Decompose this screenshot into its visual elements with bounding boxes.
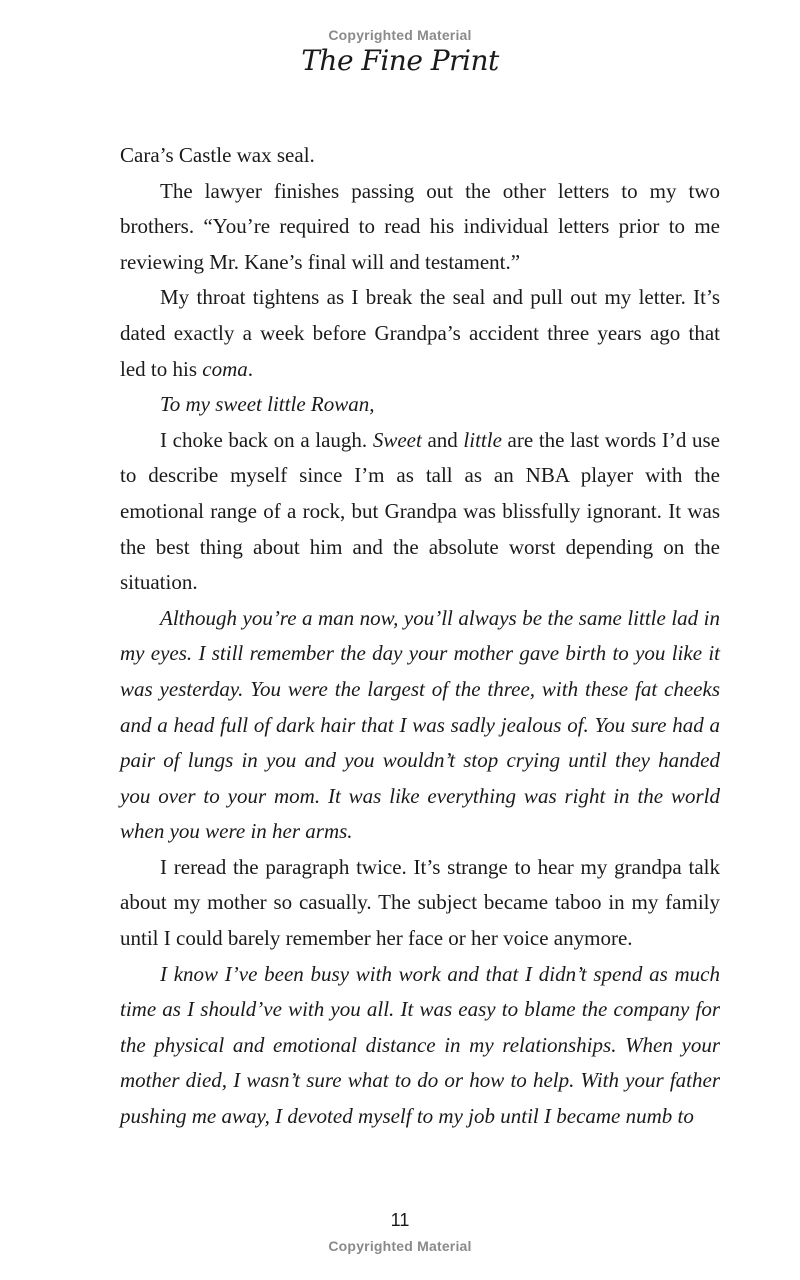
page-number: 11	[390, 1210, 410, 1230]
letter-paragraph-2: I know I’ve been busy with work and that I didn’t spend as much time as I should’ve with you all. It was easy to blame the company for the physical and emotional distance in my relationships. When your mother died, I wasn’t sure what to do or how to help. With your father pushing me away, I devoted myself to my job until I became numb to	[120, 961, 720, 1129]
body-text	[120, 138, 720, 1135]
paragraph-5-emphasis-little: little	[463, 427, 502, 452]
letter-salutation: To my sweet little Rowan,	[160, 392, 375, 417]
paragraph-1: Cara’s Castle wax seal.	[120, 143, 315, 167]
paragraph-2: The lawyer finishes passing out the other letters to my two brothers. “You’re required to read his individual letters prior to me reviewing Mr. Kane’s final will and testament.”	[120, 178, 720, 274]
paragraph-5-emphasis-sweet: Sweet	[372, 427, 422, 452]
paragraph-3-text: My throat tightens as I break the seal and pull out my letter. It’s dated exactly a week before Grandpa’s accident three years ago that led to his	[120, 285, 720, 381]
paragraph-5	[120, 423, 720, 601]
copyright-watermark-top: Copyrighted Material	[328, 27, 472, 43]
running-head-title: The Fine Print	[301, 44, 499, 77]
letter-paragraph-1: Although you’re a man now, you’ll always be the same little lad in my eyes. I still remember the day your mother gave birth to you like it was yesterday. You were the largest of the three, with these fat cheeks and a head full of dark hair that I was sadly jealous of. You sure had a pair of lungs in you and you wouldn’t stop crying until they handed you over to your mom. It was like everything was right in the world when you were in her arms.	[120, 605, 720, 844]
paragraph-3-emphasis: coma	[202, 356, 248, 381]
paragraph-5-text-b: and	[421, 427, 464, 452]
paragraph-5-text-a: I choke back on a laugh.	[160, 427, 373, 452]
paragraph-7: I reread the paragraph twice. It’s strange to hear my grandpa talk about my mother so casually. The subject became taboo in my family until I could barely remember her face or her voice anymore.	[120, 854, 720, 951]
copyright-watermark-bottom: Copyrighted Material	[328, 1238, 472, 1254]
paragraph-3	[120, 280, 720, 387]
paragraph-3-end: .	[247, 356, 253, 381]
paragraph-5-text-c: are the last words I’d use to describe myself since I’m as tall as an NBA player with the emotional range of a rock, but Grandpa was blissfully ignorant. It was the best thing about him and the absolute worst depending on the situation.	[120, 427, 720, 595]
